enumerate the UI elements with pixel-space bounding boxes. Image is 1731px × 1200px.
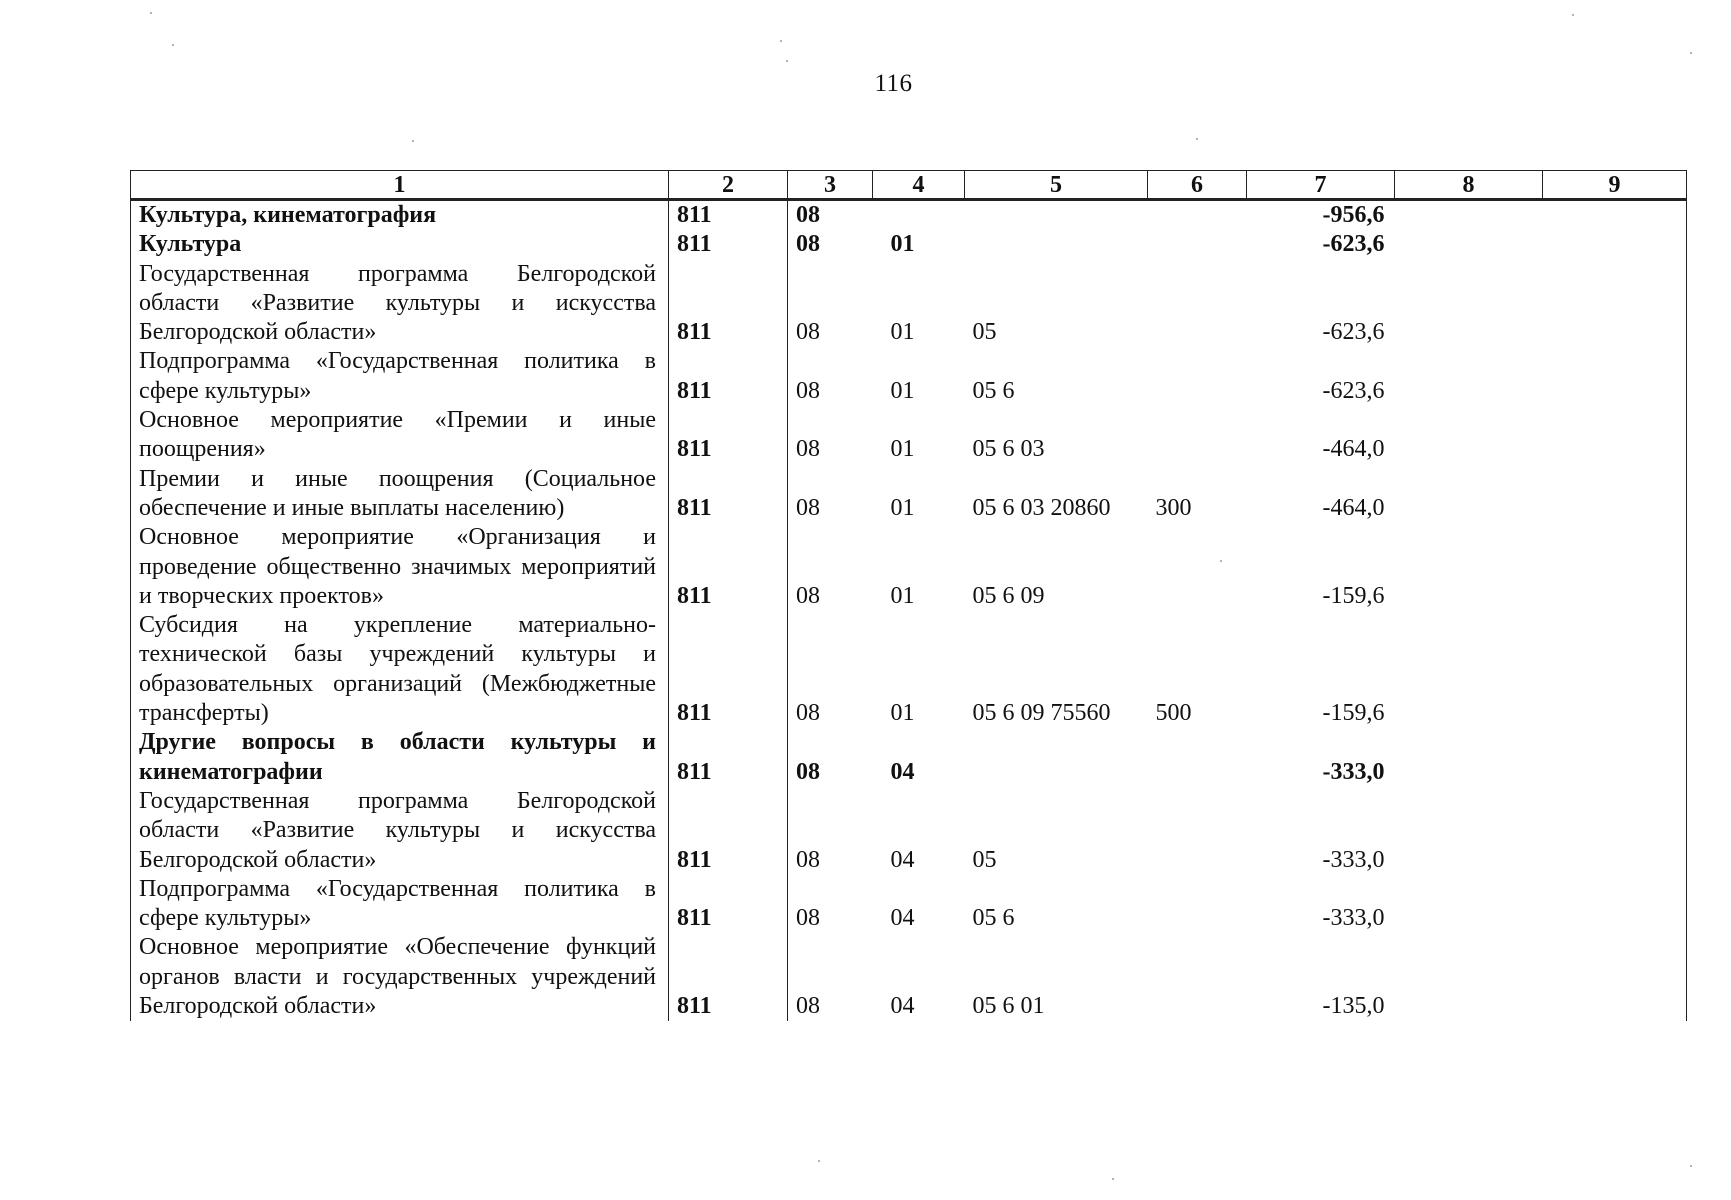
row-target-code: 05	[972, 319, 997, 346]
row-expense-type	[1148, 347, 1247, 406]
row-name: Премии и иные поощрения (Социальное обеспечение и иные выплаты населению)	[131, 465, 669, 524]
row-target-code: 05 6 01	[972, 993, 1045, 1020]
row-target-code: 05 6	[972, 905, 1015, 932]
table-row	[131, 230, 1687, 259]
row-target-code: 05 6 03 20860	[972, 494, 1111, 521]
row-admin-code: 811	[669, 200, 788, 231]
scan-speck	[150, 12, 152, 14]
header-cell: 5	[965, 171, 1148, 200]
row-subsection-code: 04	[890, 905, 915, 932]
header-cell: 9	[1543, 171, 1687, 200]
row-amount: -159,6	[1322, 700, 1385, 727]
row-section-code: 08	[796, 846, 820, 873]
row-col9	[1543, 260, 1687, 348]
row-col9	[1543, 933, 1687, 1021]
row-subsection-code	[873, 200, 965, 231]
row-section-code: 08	[796, 758, 820, 785]
scan-speck	[172, 44, 174, 46]
row-name: Подпрограмма «Государственная политика в сфере культуры»	[131, 347, 669, 406]
row-col9	[1543, 200, 1687, 231]
row-amount: -333,0	[1322, 758, 1385, 785]
row-expense-type	[1148, 787, 1247, 875]
row-expense-type: 500	[1155, 700, 1192, 727]
table-row	[131, 200, 1687, 231]
row-expense-type	[1148, 406, 1247, 465]
row-admin-code: 811	[669, 523, 788, 611]
row-col9	[1543, 728, 1687, 787]
row-col8	[1395, 787, 1543, 875]
row-expense-type	[1148, 933, 1247, 1021]
scan-speck	[1572, 14, 1574, 16]
row-subsection-code: 01	[890, 700, 915, 727]
header-cell: 3	[788, 171, 873, 200]
table-row	[131, 347, 1687, 406]
row-amount: -623,6	[1322, 377, 1385, 404]
scan-speck	[412, 140, 414, 142]
row-amount: -623,6	[1322, 231, 1385, 258]
row-admin-code: 811	[669, 347, 788, 406]
row-section-code: 08	[796, 319, 820, 346]
row-subsection-code: 04	[890, 846, 915, 873]
row-name: Основное мероприятие «Премии и иные поощрения»	[131, 406, 669, 465]
table-header	[131, 171, 1687, 200]
row-amount: -333,0	[1322, 905, 1385, 932]
table-row	[131, 611, 1687, 728]
row-admin-code: 811	[669, 260, 788, 348]
table-row	[131, 875, 1687, 934]
row-col8	[1395, 200, 1543, 231]
row-amount: -159,6	[1322, 582, 1385, 609]
row-col8	[1395, 465, 1543, 524]
scan-speck	[1112, 1178, 1114, 1180]
row-name: Государственная программа Белгородской области «Развитие культуры и искусства Белгородской области»	[131, 787, 669, 875]
row-subsection-code: 04	[890, 993, 915, 1020]
scan-speck	[1690, 1165, 1692, 1167]
row-section-code: 08	[796, 993, 820, 1020]
row-amount: -464,0	[1322, 494, 1385, 521]
table-row	[131, 728, 1687, 787]
row-amount: -333,0	[1322, 846, 1385, 873]
row-admin-code: 811	[669, 611, 788, 728]
row-subsection-code: 01	[890, 582, 915, 609]
row-name: Другие вопросы в области культуры и кинематографии	[131, 728, 669, 787]
row-section-code: 08	[796, 377, 820, 404]
scan-speck	[780, 40, 782, 42]
row-amount: -623,6	[1322, 319, 1385, 346]
table-row	[131, 406, 1687, 465]
scan-speck	[818, 1160, 820, 1162]
row-expense-type: 300	[1155, 494, 1192, 521]
row-amount: -956,6	[1322, 202, 1385, 228]
row-col8	[1395, 406, 1543, 465]
row-col8	[1395, 523, 1543, 611]
row-col9	[1543, 875, 1687, 934]
row-col9	[1543, 787, 1687, 875]
row-expense-type	[1148, 200, 1247, 231]
table-row	[131, 787, 1687, 875]
row-target-code	[965, 200, 1148, 231]
row-name: Культура	[131, 230, 669, 259]
row-admin-code: 811	[669, 787, 788, 875]
row-expense-type	[1148, 260, 1247, 348]
row-col9	[1543, 465, 1687, 524]
row-section-code: 08	[796, 905, 820, 932]
row-col9	[1543, 611, 1687, 728]
row-name: Государственная программа Белгородской области «Развитие культуры и искусства Белгородской области»	[131, 260, 669, 348]
row-col8	[1395, 260, 1543, 348]
row-expense-type	[1148, 523, 1247, 611]
row-col9	[1543, 523, 1687, 611]
scan-speck	[786, 60, 788, 62]
scan-speck	[1690, 52, 1692, 54]
row-section-code: 08	[796, 436, 820, 463]
row-section-code: 08	[796, 582, 820, 609]
row-subsection-code: 01	[890, 377, 915, 404]
table-row	[131, 523, 1687, 611]
table-row	[131, 260, 1687, 348]
row-admin-code: 811	[669, 230, 788, 259]
row-col8	[1395, 728, 1543, 787]
page-number: 116	[874, 70, 913, 97]
row-subsection-code: 04	[890, 758, 915, 785]
budget-table	[130, 170, 1687, 1021]
row-section-code: 08	[796, 202, 820, 228]
row-target-code: 05 6 03	[972, 436, 1045, 463]
table-body	[131, 200, 1687, 1022]
row-name: Культура, кинематография	[131, 200, 669, 231]
row-name: Основное мероприятие «Обеспечение функций органов власти и государственных учреждений Белгородской области»	[131, 933, 669, 1021]
row-target-code	[965, 728, 1148, 787]
row-col8	[1395, 875, 1543, 934]
row-col8	[1395, 347, 1543, 406]
row-section-code: 08	[796, 700, 820, 727]
row-admin-code: 811	[669, 933, 788, 1021]
row-subsection-code: 01	[890, 436, 915, 463]
header-cell: 4	[873, 171, 965, 200]
row-name: Подпрограмма «Государственная политика в сфере культуры»	[131, 875, 669, 934]
row-subsection-code: 01	[890, 231, 915, 258]
row-col8	[1395, 933, 1543, 1021]
row-name: Субсидия на укрепление материально-технической базы учреждений культуры и образовательных организаций (Межбюджетные трансферты)	[131, 611, 669, 728]
header-row	[131, 171, 1687, 200]
row-section-code: 08	[796, 231, 820, 258]
table-row	[131, 933, 1687, 1021]
header-cell: 1	[131, 171, 669, 200]
row-expense-type	[1148, 230, 1247, 259]
row-name: Основное мероприятие «Организация и проведение общественно значимых мероприятий и творческих проектов»	[131, 523, 669, 611]
table-row	[131, 465, 1687, 524]
row-target-code	[965, 230, 1148, 259]
row-col8	[1395, 230, 1543, 259]
row-target-code: 05 6	[972, 377, 1015, 404]
row-subsection-code: 01	[890, 494, 915, 521]
row-admin-code: 811	[669, 875, 788, 934]
row-col9	[1543, 230, 1687, 259]
row-admin-code: 811	[669, 465, 788, 524]
row-section-code: 08	[796, 494, 820, 521]
row-admin-code: 811	[669, 406, 788, 465]
header-cell: 2	[669, 171, 788, 200]
row-amount: -464,0	[1322, 436, 1385, 463]
row-amount: -135,0	[1322, 993, 1385, 1020]
header-cell: 8	[1395, 171, 1543, 200]
row-target-code: 05 6 09 75560	[972, 700, 1111, 727]
row-col9	[1543, 347, 1687, 406]
row-admin-code: 811	[669, 728, 788, 787]
row-col9	[1543, 406, 1687, 465]
row-target-code: 05	[972, 846, 997, 873]
row-col8	[1395, 611, 1543, 728]
header-cell: 6	[1148, 171, 1247, 200]
header-cell: 7	[1247, 171, 1395, 200]
scan-speck	[1196, 138, 1198, 140]
row-subsection-code: 01	[890, 319, 915, 346]
row-expense-type	[1148, 875, 1247, 934]
row-expense-type	[1148, 728, 1247, 787]
row-target-code: 05 6 09	[972, 582, 1045, 609]
